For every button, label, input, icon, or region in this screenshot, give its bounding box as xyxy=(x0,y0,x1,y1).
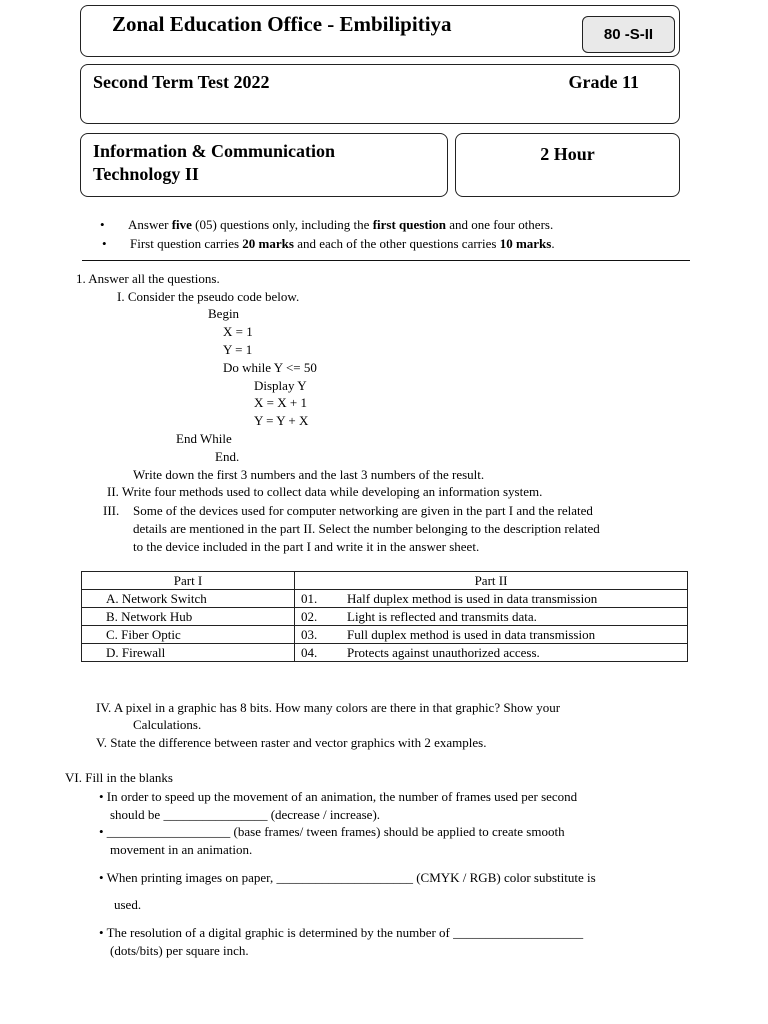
code-line: Display Y xyxy=(254,378,307,393)
q1-i-text: I. Consider the pseudo code below. xyxy=(117,289,300,304)
fill-blank-4-line-1: • The resolution of a digital graphic is determined by the number of ____________________ xyxy=(99,925,584,940)
code-line: End While xyxy=(176,431,232,446)
device-cell: C. Fiber Optic xyxy=(82,626,295,644)
office-title: Zonal Education Office - Embilipitiya xyxy=(112,12,452,36)
description-cell: 02. Light is reflected and transmits data. xyxy=(295,608,688,626)
fill-blank-4-line-2: (dots/bits) per square inch. xyxy=(110,943,249,958)
code-line: Begin xyxy=(208,306,240,321)
q1-ii: II. Write four methods used to collect data while developing an information system. xyxy=(107,484,543,499)
table-row xyxy=(82,608,688,626)
fill-blank-3-line-1: • When printing images on paper, _____________________ (CMYK / RGB) color substitute is xyxy=(99,870,596,885)
subject-line-1: Information & Communication xyxy=(93,141,335,161)
subject-box xyxy=(80,133,448,197)
table-row xyxy=(82,644,688,662)
q1-iv-line-2: Calculations. xyxy=(133,717,202,732)
code-line: Do while Y <= 50 xyxy=(223,360,317,375)
q1-iii-number: III. xyxy=(103,503,120,518)
instruction-2: • First question carries 20 marks and each of the other questions carries 10 marks. xyxy=(130,236,555,252)
fill-blank-2-line-2: movement in an animation. xyxy=(110,842,253,857)
device-cell: D. Firewall xyxy=(82,644,295,662)
instruction-1: • Answer five (05) questions only, including the first question and one four others. xyxy=(128,217,553,233)
paper-code-badge: 80 -S-II xyxy=(582,16,675,53)
device-table xyxy=(81,571,688,662)
code-line: Y = 1 xyxy=(223,342,253,357)
fill-blank-2-line-1: • ___________________ (base frames/ tween frames) should be applied to create smooth xyxy=(99,824,565,839)
description-cell: 01. Half duplex method is used in data transmission xyxy=(295,590,688,608)
code-line: X = X + 1 xyxy=(254,395,307,410)
code-line: X = 1 xyxy=(223,324,253,339)
subject-line-2: Technology II xyxy=(93,164,199,184)
description-cell: 04. Protects against unauthorized access. xyxy=(295,644,688,662)
table-row xyxy=(82,590,688,608)
q1-intro: 1. Answer all the questions. xyxy=(76,271,220,286)
code-line: End. xyxy=(215,449,240,464)
device-cell: B. Network Hub xyxy=(82,608,295,626)
fill-blank-1-line-1: • In order to speed up the movement of an animation, the number of frames used per second xyxy=(99,789,578,804)
table-header-row xyxy=(82,572,688,590)
q1-iv-line-1: IV. A pixel in a graphic has 8 bits. How many colors are there in that graphic? Show your xyxy=(96,700,561,715)
q1-v: V. State the difference between raster and vector graphics with 2 examples. xyxy=(96,735,487,750)
grade-label: Grade 11 xyxy=(568,72,639,92)
duration-label: 2 Hour xyxy=(540,144,595,164)
fill-blank-1-line-2: should be ________________ (decrease / increase). xyxy=(110,807,381,822)
term-box xyxy=(80,64,680,124)
q1-iii-line-1: Some of the devices used for computer networking are given in the part I and the related xyxy=(133,503,593,518)
q1-iii-line-2: details are mentioned in the part II. Select the number belonging to the description related xyxy=(133,521,600,536)
q1-iii-line-3: to the device included in the part I and write it in the answer sheet. xyxy=(133,539,480,554)
part-2-header: Part II xyxy=(295,572,688,590)
description-cell: 03. Full duplex method is used in data transmission xyxy=(295,626,688,644)
part-1-header: Part I xyxy=(82,572,295,590)
term-title: Second Term Test 2022 xyxy=(93,72,270,92)
table-row xyxy=(82,626,688,644)
duration-box xyxy=(455,133,680,197)
fill-blank-3-line-2: used. xyxy=(114,897,142,912)
q1-i-task: Write down the first 3 numbers and the last 3 numbers of the result. xyxy=(133,467,485,482)
device-cell: A. Network Switch xyxy=(82,590,295,608)
code-line: Y = Y + X xyxy=(254,413,309,428)
q1-vi-title: VI. Fill in the blanks xyxy=(65,770,173,785)
divider-line xyxy=(82,260,690,261)
